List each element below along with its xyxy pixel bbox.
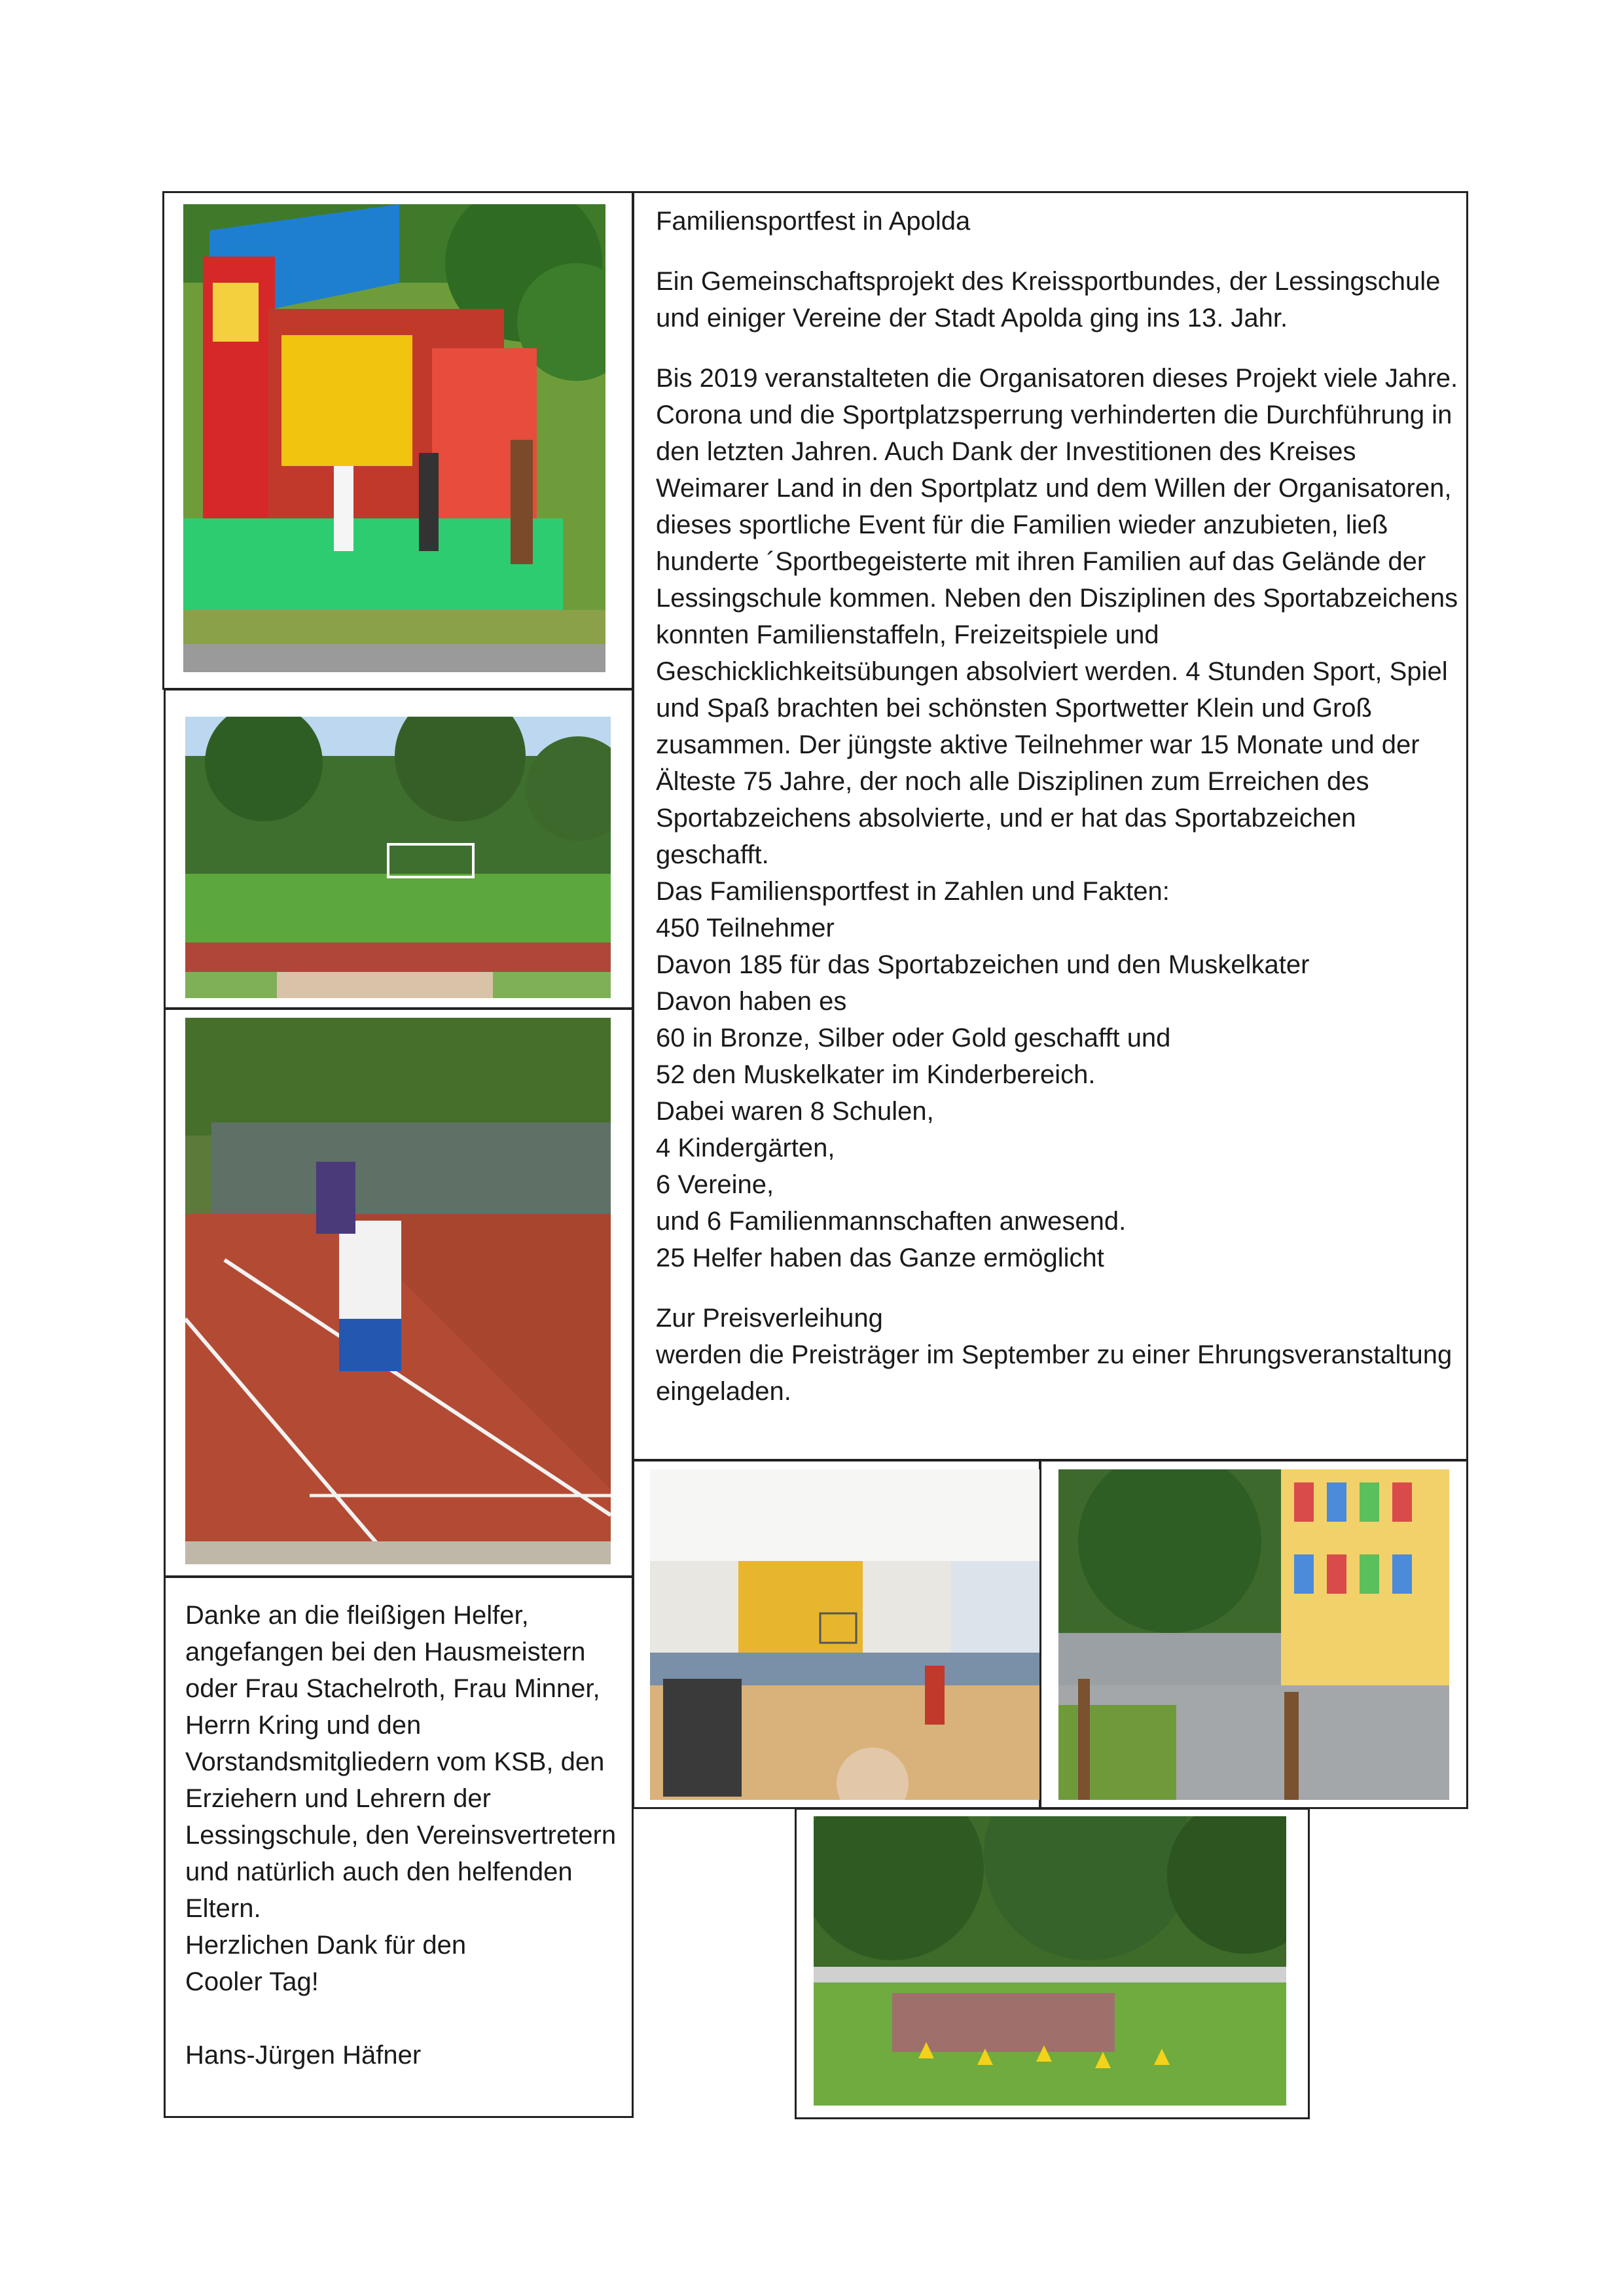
article-intro: Ein Gemeinschaftsprojekt des Kreissportbundes, der Lessingschule und einiger Vereine der Stadt Apolda ging ins 13. Jahr. xyxy=(656,267,1441,332)
thanks-closing-1: Herzlichen Dank für den xyxy=(185,1931,467,1960)
meadow-games-photo xyxy=(814,1816,1286,2106)
facts-line: Davon haben es xyxy=(656,987,847,1016)
gym-hall-photo xyxy=(650,1469,1039,1800)
thanks-closing-2: Cooler Tag! xyxy=(185,1967,319,1996)
facts-line: Das Familiensportfest in Zahlen und Fakten: xyxy=(656,877,1170,906)
sports-field-photo xyxy=(185,717,611,998)
facts-line: 60 in Bronze, Silber oder Gold geschafft und xyxy=(656,1024,1171,1052)
facts-line: 450 Teilnehmer xyxy=(656,914,835,942)
facts-line: 52 den Muskelkater im Kinderbereich. xyxy=(656,1060,1096,1089)
article-body: Bis 2019 veranstalteten die Organisatoren dieses Projekt viele Jahre. Corona und die Sportplatzsperrung verhinderten die Durchführung in den letzten Jahren. Auch Dank der Investitionen des Kreises Weimarer Land in den Sportplatz und dem Willen der Organisatoren, dieses sportliche Event für die Familien wieder anzubieten, ließ hunderte ´Sportbegeisterte mit ihren Familien auf das Gelände der Lessingschule kommen. Neben den Disziplinen des Sportabzeichens konnten Familienstaffeln, Freizeitspiele und Geschicklichkeitsübungen absolviert werden. 4 Stunden Sport, Spiel und Spaß brachten bei schönsten Sportwetter Klein und Groß zusammen. Der jüngste aktive Teilnehmer war 15 Monate und der Älteste 75 Jahre, der noch alle Disziplinen zum Erreichen des Sportabzeichens absolvierte, und er hat das Sportabzeichen geschafft. xyxy=(656,364,1458,869)
facts-line: 6 Vereine, xyxy=(656,1170,774,1199)
facts-line: Dabei waren 8 Schulen, xyxy=(656,1097,934,1126)
facts-list xyxy=(656,873,1461,1276)
thanks-text xyxy=(185,1597,637,2073)
article-text xyxy=(656,203,1461,1410)
award-line-2: werden die Preisträger im September zu einer Ehrungsveranstaltung eingeladen. xyxy=(656,1340,1453,1406)
thanks-body: Danke an die fleißigen Helfer, angefangen bei den Hausmeistern oder Frau Stachelroth, Frau Minner, Herrn Kring und den Vorstandsmitgliedern vom KSB, den Erziehern und Lehrern der Lessingschule, den Vereinsvertretern und natürlich auch den helfenden Eltern. xyxy=(185,1601,617,1923)
schoolyard-photo xyxy=(1058,1469,1449,1800)
bouncy-castle-photo xyxy=(183,204,605,672)
facts-line: 25 Helfer haben das Ganze ermöglicht xyxy=(656,1244,1104,1272)
facts-line: Davon 185 für das Sportabzeichen und den Muskelkater xyxy=(656,950,1310,979)
running-track-photo xyxy=(185,1018,611,1564)
facts-line: und 6 Familienmannschaften anwesend. xyxy=(656,1207,1127,1236)
award-line-1: Zur Preisverleihung xyxy=(656,1304,883,1333)
article-title: Familiensportfest in Apolda xyxy=(656,207,971,236)
facts-line: 4 Kindergärten, xyxy=(656,1134,835,1162)
author-name: Hans-Jürgen Häfner xyxy=(185,2041,422,2070)
